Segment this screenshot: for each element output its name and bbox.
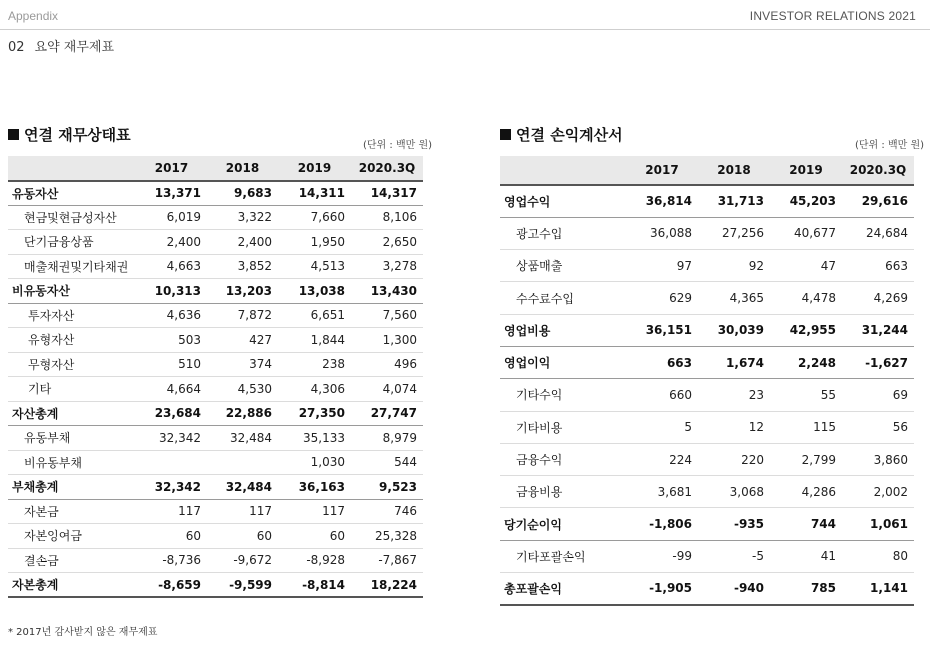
row-label: 유동자산	[8, 181, 136, 206]
square-bullet-icon	[500, 129, 511, 140]
cell-value: 785	[770, 573, 842, 605]
cell-value: 238	[278, 352, 351, 377]
cell-value: 27,747	[351, 401, 423, 426]
cell-value: 7,872	[207, 303, 278, 328]
cell-value: -99	[626, 540, 698, 572]
header-report-title: INVESTOR RELATIONS 2021	[749, 9, 916, 23]
table-row	[8, 573, 423, 598]
cell-value: -8,736	[136, 548, 207, 573]
table-row	[8, 426, 423, 451]
table-row	[8, 328, 423, 353]
cell-value: 35,133	[278, 426, 351, 451]
row-label: 매출채권및기타채권	[8, 254, 136, 279]
cell-value: 40,677	[770, 217, 842, 249]
cell-value: 2,400	[207, 230, 278, 255]
balance-sheet-table	[8, 156, 423, 598]
cell-value: 7,660	[278, 205, 351, 230]
cell-value: 4,365	[698, 282, 770, 314]
row-label: 당기순이익	[500, 508, 626, 540]
cell-value: 13,038	[278, 279, 351, 304]
cell-value: 32,342	[136, 475, 207, 500]
cell-value: 45,203	[770, 185, 842, 217]
cell-value: 60	[278, 524, 351, 549]
cell-value: 41	[770, 540, 842, 572]
cell-value: 9,683	[207, 181, 278, 206]
cell-value: 744	[770, 508, 842, 540]
header-appendix-label: Appendix	[8, 9, 59, 23]
cell-value: 25,328	[351, 524, 423, 549]
row-label: 비유동자산	[8, 279, 136, 304]
row-label: 광고수입	[500, 217, 626, 249]
balance-sheet-title	[8, 124, 131, 145]
column-header: 2020.3Q	[842, 156, 914, 185]
column-header	[500, 156, 626, 185]
cell-value: 510	[136, 352, 207, 377]
cell-value: 22,886	[207, 401, 278, 426]
table-row	[500, 282, 914, 314]
table-row	[8, 181, 423, 206]
cell-value: 3,278	[351, 254, 423, 279]
row-label: 금융수익	[500, 443, 626, 475]
cell-value: 1,300	[351, 328, 423, 353]
row-label: 영업비용	[500, 314, 626, 346]
cell-value: 1,141	[842, 573, 914, 605]
table-row	[8, 499, 423, 524]
column-header: 2017	[626, 156, 698, 185]
cell-value: -1,905	[626, 573, 698, 605]
cell-value: 60	[136, 524, 207, 549]
table-row	[8, 303, 423, 328]
column-header: 2020.3Q	[351, 156, 423, 181]
income-statement-title-text: 연결 손익계산서	[516, 126, 623, 144]
cell-value: 3,681	[626, 476, 698, 508]
cell-value: 36,814	[626, 185, 698, 217]
row-label: 무형자산	[8, 352, 136, 377]
cell-value: 2,002	[842, 476, 914, 508]
table-row	[500, 250, 914, 282]
cell-value: 12	[698, 411, 770, 443]
cell-value: 4,269	[842, 282, 914, 314]
cell-value: 496	[351, 352, 423, 377]
table-row	[8, 205, 423, 230]
row-label: 영업수익	[500, 185, 626, 217]
cell-value: 4,513	[278, 254, 351, 279]
cell-value: 746	[351, 499, 423, 524]
cell-value: 55	[770, 379, 842, 411]
cell-value: 544	[351, 450, 423, 475]
row-label: 자산총계	[8, 401, 136, 426]
cell-value: 13,430	[351, 279, 423, 304]
cell-value: 32,484	[207, 426, 278, 451]
row-label: 자본총계	[8, 573, 136, 598]
section-number: 02	[8, 40, 25, 55]
table-row	[500, 508, 914, 540]
cell-value: 4,306	[278, 377, 351, 402]
table-row	[8, 548, 423, 573]
row-label: 기타수익	[500, 379, 626, 411]
column-header: 2019	[770, 156, 842, 185]
cell-value: 117	[207, 499, 278, 524]
column-header: 2017	[136, 156, 207, 181]
cell-value	[207, 450, 278, 475]
section-title: 요약 재무제표	[34, 40, 115, 55]
cell-value: 31,244	[842, 314, 914, 346]
cell-value: 23	[698, 379, 770, 411]
row-label: 결손금	[8, 548, 136, 573]
cell-value: 117	[136, 499, 207, 524]
cell-value: 36,088	[626, 217, 698, 249]
cell-value: 27,350	[278, 401, 351, 426]
table-row	[500, 573, 914, 605]
row-label: 기타비용	[500, 411, 626, 443]
cell-value: 32,342	[136, 426, 207, 451]
balance-sheet-unit: (단위 : 백만 원)	[363, 140, 433, 151]
table-row	[500, 443, 914, 475]
column-header: 2019	[278, 156, 351, 181]
table-row	[500, 379, 914, 411]
cell-value: 663	[626, 346, 698, 378]
income-statement-title	[500, 124, 623, 145]
cell-value: 80	[842, 540, 914, 572]
cell-value: 8,979	[351, 426, 423, 451]
cell-value: 4,074	[351, 377, 423, 402]
column-header	[8, 156, 136, 181]
cell-value: -935	[698, 508, 770, 540]
cell-value: 1,844	[278, 328, 351, 353]
cell-value: 4,636	[136, 303, 207, 328]
cell-value: 29,616	[842, 185, 914, 217]
cell-value: -5	[698, 540, 770, 572]
square-bullet-icon	[8, 129, 19, 140]
cell-value: 117	[278, 499, 351, 524]
row-label: 부채총계	[8, 475, 136, 500]
cell-value: 1,061	[842, 508, 914, 540]
row-label: 기타	[8, 377, 136, 402]
cell-value: 503	[136, 328, 207, 353]
row-label: 자본금	[8, 499, 136, 524]
row-label: 금융비용	[500, 476, 626, 508]
table-row	[8, 450, 423, 475]
cell-value: 5	[626, 411, 698, 443]
row-label: 비유동부채	[8, 450, 136, 475]
cell-value: -8,659	[136, 573, 207, 598]
table-header-row	[8, 156, 423, 181]
cell-value: 24,684	[842, 217, 914, 249]
cell-value: -1,806	[626, 508, 698, 540]
cell-value: 92	[698, 250, 770, 282]
cell-value: 2,400	[136, 230, 207, 255]
cell-value: 2,799	[770, 443, 842, 475]
cell-value: 42,955	[770, 314, 842, 346]
balance-sheet-title-text: 연결 재무상태표	[24, 126, 131, 144]
cell-value: 30,039	[698, 314, 770, 346]
cell-value: 4,286	[770, 476, 842, 508]
cell-value: 4,530	[207, 377, 278, 402]
cell-value: -8,814	[278, 573, 351, 598]
cell-value: 36,151	[626, 314, 698, 346]
table-row	[500, 314, 914, 346]
table-row	[8, 401, 423, 426]
table-row	[8, 230, 423, 255]
cell-value: 13,203	[207, 279, 278, 304]
cell-value: 224	[626, 443, 698, 475]
row-label: 투자자산	[8, 303, 136, 328]
cell-value: 14,311	[278, 181, 351, 206]
table-row	[8, 279, 423, 304]
cell-value: 374	[207, 352, 278, 377]
cell-value: -9,672	[207, 548, 278, 573]
cell-value: 3,860	[842, 443, 914, 475]
row-label: 영업이익	[500, 346, 626, 378]
cell-value: -8,928	[278, 548, 351, 573]
cell-value: 3,852	[207, 254, 278, 279]
table-header-row	[500, 156, 914, 185]
cell-value: 220	[698, 443, 770, 475]
cell-value: 31,713	[698, 185, 770, 217]
row-label: 기타포괄손익	[500, 540, 626, 572]
cell-value: 1,030	[278, 450, 351, 475]
cell-value: 6,019	[136, 205, 207, 230]
cell-value: 1,674	[698, 346, 770, 378]
table-row	[500, 476, 914, 508]
cell-value: 7,560	[351, 303, 423, 328]
row-label: 총포괄손익	[500, 573, 626, 605]
cell-value: 14,317	[351, 181, 423, 206]
row-label: 수수료수입	[500, 282, 626, 314]
table-row	[8, 254, 423, 279]
cell-value: 2,650	[351, 230, 423, 255]
cell-value: 6,651	[278, 303, 351, 328]
cell-value: 18,224	[351, 573, 423, 598]
cell-value: 1,950	[278, 230, 351, 255]
section-heading	[8, 36, 124, 55]
cell-value: 13,371	[136, 181, 207, 206]
cell-value: 32,484	[207, 475, 278, 500]
cell-value: 629	[626, 282, 698, 314]
cell-value: 660	[626, 379, 698, 411]
cell-value: 10,313	[136, 279, 207, 304]
cell-value: 4,478	[770, 282, 842, 314]
cell-value: 36,163	[278, 475, 351, 500]
cell-value: -940	[698, 573, 770, 605]
table-row	[8, 475, 423, 500]
cell-value: 2,248	[770, 346, 842, 378]
cell-value: 427	[207, 328, 278, 353]
cell-value: 23,684	[136, 401, 207, 426]
cell-value: 97	[626, 250, 698, 282]
cell-value: 9,523	[351, 475, 423, 500]
cell-value	[136, 450, 207, 475]
cell-value: 663	[842, 250, 914, 282]
table-row	[500, 185, 914, 217]
cell-value: 4,663	[136, 254, 207, 279]
table-row	[8, 352, 423, 377]
row-label: 유동부채	[8, 426, 136, 451]
cell-value: 4,664	[136, 377, 207, 402]
cell-value: 69	[842, 379, 914, 411]
footnote: * 2017년 감사받지 않은 재무제표	[8, 627, 158, 638]
row-label: 상품매출	[500, 250, 626, 282]
table-row	[500, 217, 914, 249]
table-row	[8, 524, 423, 549]
cell-value: 115	[770, 411, 842, 443]
table-row	[500, 411, 914, 443]
table-row	[500, 346, 914, 378]
table-row	[500, 540, 914, 572]
cell-value: 8,106	[351, 205, 423, 230]
cell-value: 60	[207, 524, 278, 549]
column-header: 2018	[698, 156, 770, 185]
row-label: 단기금융상품	[8, 230, 136, 255]
cell-value: 47	[770, 250, 842, 282]
row-label: 유형자산	[8, 328, 136, 353]
cell-value: -7,867	[351, 548, 423, 573]
cell-value: 56	[842, 411, 914, 443]
table-row	[8, 377, 423, 402]
cell-value: 27,256	[698, 217, 770, 249]
row-label: 현금및현금성자산	[8, 205, 136, 230]
header-divider	[0, 29, 930, 30]
row-label: 자본잉여금	[8, 524, 136, 549]
column-header: 2018	[207, 156, 278, 181]
cell-value: 3,322	[207, 205, 278, 230]
cell-value: -1,627	[842, 346, 914, 378]
income-statement-unit: (단위 : 백만 원)	[855, 140, 925, 151]
cell-value: -9,599	[207, 573, 278, 598]
cell-value: 3,068	[698, 476, 770, 508]
income-statement-table	[500, 156, 914, 606]
